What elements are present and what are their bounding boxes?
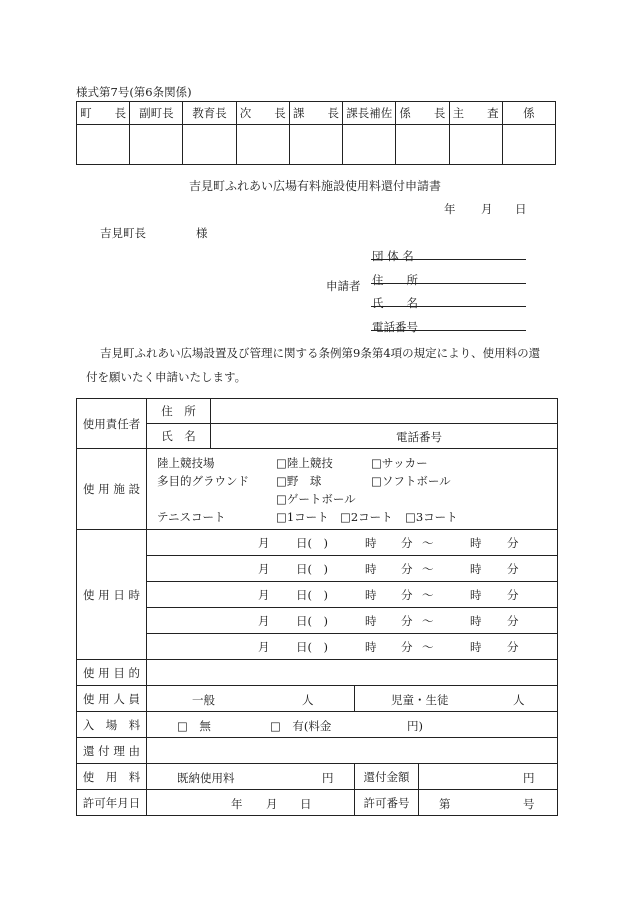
refund-amount-input[interactable] (419, 764, 558, 790)
dt-hour: 時 (365, 536, 377, 550)
permit-year: 年 (231, 797, 243, 811)
dt-month: 月 (258, 640, 270, 654)
people-label: 使 用 人 員 (77, 686, 147, 712)
dt-tilde: ～ (422, 536, 434, 550)
datetime-row[interactable] (147, 556, 558, 582)
dt-hour: 時 (365, 562, 377, 576)
approval-header: 主 査 (449, 102, 502, 125)
document-title: 吉見町ふれあい広場有料施設使用料還付申請書 (188, 179, 441, 193)
facility-tennis: テニスコート (157, 510, 226, 524)
people-student-cell[interactable] (355, 686, 558, 712)
applicant-phone-label: 電話番号 (372, 320, 418, 334)
applicant-address-field[interactable] (371, 283, 526, 284)
applicant-name-field[interactable] (371, 306, 526, 307)
stamp-cell[interactable] (449, 125, 502, 165)
applicant-org-label: 団 体 名 (372, 249, 414, 263)
dt-hour-end: 時 (470, 536, 482, 550)
option-court2[interactable]: □2コート (340, 510, 393, 524)
dt-day: 日( ) (296, 640, 328, 654)
people-general-label: 一般 (192, 693, 215, 707)
application-table (76, 398, 558, 816)
admission-label: 入 場 料 (77, 712, 147, 738)
stamp-cell[interactable] (236, 125, 289, 165)
approval-header: 教育長 (183, 102, 236, 125)
reason-label: 還 付 理 由 (77, 738, 147, 764)
dt-minute: 分 (401, 536, 413, 550)
people-student-label: 児童・生徒 (391, 693, 449, 707)
option-baseball[interactable]: □野 球 (276, 474, 322, 488)
permit-month: 月 (266, 797, 278, 811)
paid-fee-label: 既納使用料 (177, 771, 235, 785)
permit-day: 日 (300, 797, 312, 811)
permit-number-go: 号 (523, 797, 535, 811)
dt-day: 日( ) (296, 588, 328, 602)
dt-month: 月 (258, 536, 270, 550)
datetime-row[interactable] (147, 582, 558, 608)
option-soccer[interactable]: □サッカー (371, 456, 428, 470)
approval-header: 町 長 (77, 102, 130, 125)
stamp-cell[interactable] (183, 125, 236, 165)
facility-track: 陸上競技場 (157, 456, 215, 470)
datetime-row[interactable] (147, 634, 558, 660)
people-general-cell[interactable] (147, 686, 355, 712)
facility-ground: 多目的グラウンド (157, 474, 249, 488)
dt-minute-end: 分 (507, 562, 519, 576)
approval-stamp-table (76, 101, 556, 165)
name-label: 氏 名 (147, 424, 211, 449)
dt-day: 日( ) (296, 614, 328, 628)
dt-hour: 時 (365, 614, 377, 628)
admission-yes-option[interactable]: □ 有(料金 (270, 719, 332, 733)
people-student-unit: 人 (513, 693, 525, 707)
facility-label: 使 用 施 設 (77, 449, 147, 530)
dt-tilde: ～ (422, 562, 434, 576)
refund-amount-yen: 円 (523, 771, 535, 785)
dt-day: 日( ) (296, 562, 328, 576)
datetime-row[interactable] (147, 530, 558, 556)
permit-number-label: 許可番号 (355, 790, 419, 816)
addressee-honorific: 様 (196, 226, 208, 240)
admission-cell (147, 712, 558, 738)
option-gateball[interactable]: □ゲートボール (276, 492, 356, 506)
approval-header: 係 長 (396, 102, 449, 125)
permit-date-cell[interactable] (147, 790, 355, 816)
people-general-unit: 人 (302, 693, 314, 707)
dt-minute-end: 分 (507, 614, 519, 628)
dt-minute: 分 (401, 640, 413, 654)
admission-none-option[interactable]: □ 無 (177, 719, 211, 733)
paid-fee-cell[interactable] (147, 764, 355, 790)
dt-hour-end: 時 (470, 614, 482, 628)
stamp-cell[interactable] (396, 125, 449, 165)
date-day: 日 (515, 202, 527, 216)
paid-fee-yen: 円 (322, 771, 334, 785)
applicant-address-label: 住 所 (372, 273, 418, 287)
permit-date-label: 許可年月日 (77, 790, 147, 816)
datetime-label: 使 用 日 時 (77, 530, 147, 660)
datetime-row[interactable] (147, 608, 558, 634)
option-softball[interactable]: □ソフトボール (371, 474, 451, 488)
address-label: 住 所 (147, 399, 211, 424)
purpose-input[interactable] (147, 660, 558, 686)
stamp-cell[interactable] (343, 125, 396, 165)
approval-header-row (77, 102, 556, 125)
stamp-cell[interactable] (289, 125, 342, 165)
approval-stamp-row (77, 125, 556, 165)
dt-hour-end: 時 (470, 640, 482, 654)
facility-cell (147, 449, 558, 530)
dt-month: 月 (258, 588, 270, 602)
purpose-label: 使 用 目 的 (77, 660, 147, 686)
form-number: 様式第7号(第6条関係) (76, 85, 192, 99)
dt-minute-end: 分 (507, 640, 519, 654)
date-year: 年 (444, 202, 456, 216)
dt-tilde: ～ (422, 640, 434, 654)
approval-header: 副町長 (130, 102, 183, 125)
phone-label: 電話番号 (396, 430, 442, 444)
permit-number-dai: 第 (439, 797, 451, 811)
dt-minute-end: 分 (507, 588, 519, 602)
approval-header: 次 長 (236, 102, 289, 125)
dt-hour: 時 (365, 640, 377, 654)
dt-tilde: ～ (422, 614, 434, 628)
applicant-org-field[interactable] (371, 259, 526, 260)
addressee-name: 吉見町長 (100, 226, 146, 240)
dt-day: 日( ) (296, 536, 328, 550)
approval-header: 課 長 (289, 102, 342, 125)
applicant-label: 申請者 (326, 279, 361, 293)
body-text-line1: 吉見町ふれあい広場設置及び管理に関する条例第9条第4項の規定により、使用料の還 (100, 346, 541, 360)
refund-amount-label: 還付金額 (355, 764, 419, 790)
body-text-line2: 付を願いたく申請いたします。 (86, 370, 247, 384)
option-athletics[interactable]: □陸上競技 (276, 456, 333, 470)
fee-label: 使 用 料 (77, 764, 147, 790)
name-input[interactable] (211, 424, 558, 449)
dt-month: 月 (258, 562, 270, 576)
approval-header: 課長補佐 (343, 102, 396, 125)
option-court3[interactable]: □3コート (405, 510, 458, 524)
permit-number-input[interactable] (419, 790, 558, 816)
dt-minute: 分 (401, 562, 413, 576)
stamp-cell[interactable] (77, 125, 130, 165)
dt-hour: 時 (365, 588, 377, 602)
dt-minute-end: 分 (507, 536, 519, 550)
applicant-name-label: 氏 名 (372, 296, 418, 310)
dt-hour-end: 時 (470, 562, 482, 576)
dt-minute: 分 (401, 588, 413, 602)
responsible-label: 使用責任者 (77, 399, 147, 449)
stamp-cell[interactable] (502, 125, 555, 165)
option-court1[interactable]: □1コート (276, 510, 329, 524)
applicant-phone-field[interactable] (371, 330, 526, 331)
date-month: 月 (481, 202, 493, 216)
dt-month: 月 (258, 614, 270, 628)
admission-yen: 円) (407, 719, 423, 733)
dt-minute: 分 (401, 614, 413, 628)
reason-input[interactable] (147, 738, 558, 764)
dt-tilde: ～ (422, 588, 434, 602)
dt-hour-end: 時 (470, 588, 482, 602)
approval-header: 係 (502, 102, 555, 125)
address-input[interactable] (211, 399, 558, 424)
stamp-cell[interactable] (130, 125, 183, 165)
